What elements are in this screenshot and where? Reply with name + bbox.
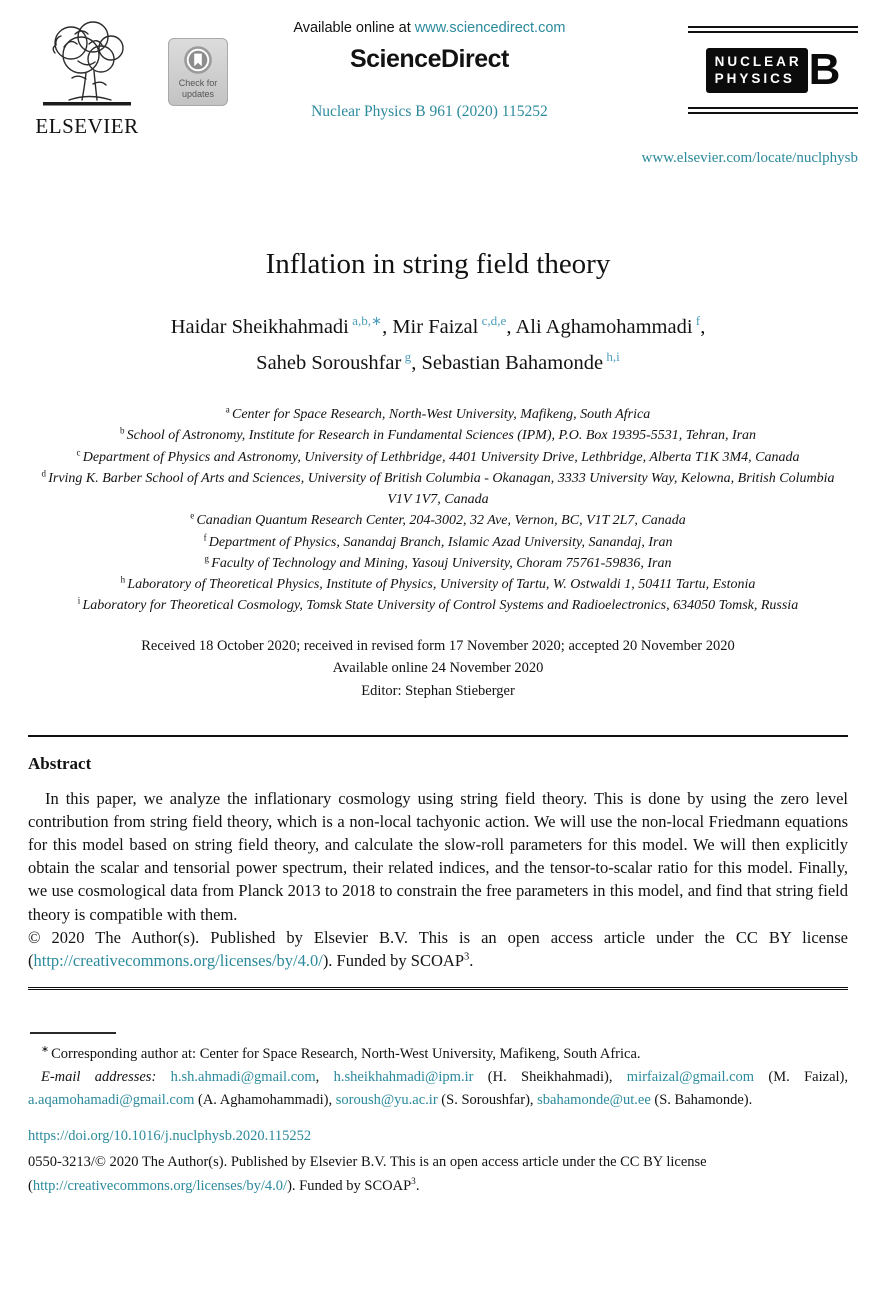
text-segment: 3 bbox=[464, 951, 470, 963]
text-segment: h bbox=[120, 574, 128, 585]
nuclear-physics-box: NUCLEAR PHYSICS bbox=[706, 48, 808, 93]
affiliation bbox=[39, 425, 837, 446]
text-segment: ). Funded by SCOAP bbox=[287, 1178, 412, 1195]
author-line-2 bbox=[28, 345, 848, 381]
doi-link[interactable]: https://doi.org/10.1016/j.nuclphysb.2020.115252 bbox=[28, 1128, 312, 1145]
text-segment: d bbox=[41, 468, 49, 479]
text-segment: b bbox=[119, 425, 127, 436]
text-segment: . bbox=[415, 1178, 420, 1195]
text-segment: Irving K. Barber School of Arts and Sciences, University of British Columbia - Okanagan, 3333 University Way, Kelowna, British Columbia V1V 1V7, Canada bbox=[48, 470, 835, 508]
elsevier-wordmark: ELSEVIER bbox=[35, 114, 139, 138]
author-affil-marker[interactable]: f bbox=[692, 313, 701, 329]
corresponding-author-note bbox=[28, 1043, 848, 1066]
email-addresses-note bbox=[28, 1066, 848, 1111]
author-name: Mir Faizal bbox=[392, 316, 479, 338]
author-name: Saheb Soroushfar bbox=[256, 352, 402, 375]
text-segment: E-mail addresses: bbox=[41, 1068, 171, 1085]
journal-logo-block bbox=[641, 26, 858, 166]
abstract-top-rule bbox=[28, 735, 848, 737]
author-name: Ali Aghamohammadi bbox=[515, 316, 693, 338]
text-segment: Corresponding author at: Center for Space Research, North-West University, Mafikeng, South Africa. bbox=[51, 1046, 641, 1063]
text-segment: Faculty of Technology and Mining, Yasouj University, Choram 75761-59836, Iran bbox=[211, 555, 672, 571]
author-affil-marker[interactable]: c,d,e bbox=[478, 313, 507, 329]
nuclear-physics-b-letter: B bbox=[808, 45, 841, 95]
sciencedirect-url-link[interactable]: www.sciencedirect.com bbox=[414, 20, 566, 36]
abstract-heading: Abstract bbox=[28, 754, 92, 774]
text-segment: 0550-3213/© 2020 The Author(s). Published by Elsevier B.V. This is an open access article under the CC BY license ( bbox=[28, 1154, 707, 1195]
affiliation bbox=[39, 595, 837, 616]
text-segment: , bbox=[315, 1068, 334, 1085]
text-segment: © 2020 The Author(s). Published by Elsevier B.V. This is an open access article under the CC BY license ( bbox=[28, 927, 848, 970]
text-segment: (M. Faizal), bbox=[754, 1068, 848, 1085]
page-header bbox=[0, 0, 876, 178]
check-for-updates-icon bbox=[183, 45, 213, 75]
abstract-bottom-rule bbox=[28, 987, 848, 991]
check-for-updates-label: Check for updates bbox=[178, 77, 218, 99]
author-list bbox=[28, 309, 848, 382]
text-segment: 3 bbox=[411, 1177, 416, 1188]
email-link[interactable]: h.sheikhahmadi@ipm.ir bbox=[333, 1068, 474, 1085]
text-segment: Center for Space Research, North-West University, Mafikeng, South Africa bbox=[231, 406, 651, 422]
affiliation bbox=[39, 468, 837, 511]
text-segment: , bbox=[382, 316, 393, 338]
available-online-text: Available online at bbox=[293, 20, 415, 36]
available-online-line bbox=[214, 20, 644, 36]
double-rule-top bbox=[688, 26, 858, 33]
cc-license-link[interactable]: http://creativecommons.org/licenses/by/4.0/ bbox=[33, 950, 323, 970]
text-segment: e bbox=[190, 510, 197, 521]
received-dates: Received 18 October 2020; received in revised form 17 November 2020; accepted 20 November 2020 bbox=[141, 637, 735, 654]
author-affil-marker[interactable]: h,i bbox=[603, 349, 620, 365]
affiliation bbox=[39, 447, 837, 468]
text-segment: (S. Soroushfar), bbox=[437, 1091, 538, 1108]
text-segment: Department of Physics and Astronomy, University of Lethbridge, 4401 University Drive, Lethbridge, Alberta T1K 3M4, Canada bbox=[82, 449, 800, 465]
available-online-date: Available online 24 November 2020 bbox=[332, 660, 544, 677]
email-link[interactable]: sbahamonde@ut.ee bbox=[537, 1091, 651, 1108]
header-center bbox=[214, 20, 644, 121]
sciencedirect-logo: ScienceDirect bbox=[349, 45, 509, 73]
text-segment: , bbox=[411, 352, 422, 375]
text-segment: c bbox=[76, 446, 83, 457]
footnote-block bbox=[28, 1032, 848, 1111]
text-segment: f bbox=[203, 531, 209, 542]
abstract-copyright-line bbox=[28, 926, 848, 972]
affiliation-list bbox=[28, 404, 848, 617]
affiliation bbox=[39, 404, 837, 425]
email-link[interactable]: a.aqamohamadi@gmail.com bbox=[28, 1091, 195, 1108]
affiliation bbox=[39, 553, 837, 574]
elsevier-logo bbox=[26, 16, 148, 139]
text-segment: Department of Physics, Sanandaj Branch, Islamic Azad University, Sanandaj, Iran bbox=[208, 534, 673, 550]
affiliation bbox=[39, 510, 837, 531]
text-segment: , bbox=[700, 316, 706, 338]
article-title: Inflation in string field theory bbox=[265, 248, 611, 280]
article-history bbox=[28, 635, 848, 702]
elsevier-tree-icon bbox=[31, 16, 143, 108]
text-segment: (S. Bahamonde). bbox=[650, 1091, 753, 1108]
text-segment: , bbox=[506, 316, 516, 338]
text-segment: ). Funded by SCOAP bbox=[322, 950, 464, 970]
author-name: Haidar Sheikhahmadi bbox=[170, 316, 349, 338]
text-segment: . bbox=[469, 950, 474, 970]
double-rule-bottom bbox=[688, 107, 858, 114]
author-name: Sebastian Bahamonde bbox=[421, 352, 604, 375]
email-link[interactable]: soroush@yu.ac.ir bbox=[335, 1091, 438, 1108]
journal-citation[interactable]: Nuclear Physics B 961 (2020) 115252 bbox=[311, 103, 548, 120]
author-affil-marker[interactable]: g bbox=[401, 349, 412, 365]
issn-license-line bbox=[28, 1150, 848, 1199]
text-segment: (H. Sheikhahmadi), bbox=[473, 1068, 627, 1085]
footnote-rule bbox=[30, 1032, 116, 1034]
affiliation bbox=[39, 574, 837, 595]
text-segment: School of Astronomy, Institute for Research in Fundamental Sciences (IPM), P.O. Box 19395-5531, Tehran, Iran bbox=[126, 428, 757, 444]
editor-line: Editor: Stephan Stieberger bbox=[361, 682, 515, 699]
journal-homepage-link[interactable]: www.elsevier.com/locate/nuclphysb bbox=[641, 150, 858, 166]
imprint-block bbox=[28, 1128, 848, 1199]
nuclear-physics-b-logo bbox=[688, 45, 858, 95]
text-segment: (A. Aghamohammadi), bbox=[194, 1091, 336, 1108]
author-affil-marker[interactable]: a,b,∗ bbox=[348, 313, 383, 329]
text-segment: a bbox=[225, 404, 232, 415]
email-link[interactable]: h.sh.ahmadi@gmail.com bbox=[170, 1068, 316, 1085]
article-front-matter bbox=[0, 248, 876, 1199]
text-segment: Laboratory for Theoretical Cosmology, Tomsk State University of Control Systems and Radioelectronics, 634050 Tomsk, Russia bbox=[82, 598, 799, 614]
text-segment: Laboratory of Theoretical Physics, Institute of Physics, University of Tartu, W. Ostwaldi 1, 50411 Tartu, Estonia bbox=[127, 577, 756, 593]
email-link[interactable]: mirfaizal@gmail.com bbox=[626, 1068, 755, 1085]
cc-license-link[interactable]: http://creativecommons.org/licenses/by/4.0/ bbox=[32, 1178, 288, 1195]
text-segment: Canadian Quantum Research Center, 204-3002, 32 Ave, Vernon, BC, V1T 2L7, Canada bbox=[196, 513, 686, 529]
text-segment: g bbox=[204, 553, 212, 564]
text-segment: ∗ bbox=[41, 1045, 52, 1056]
abstract-paragraph: In this paper, we analyze the inflationary cosmology using string field theory. This is done by using the zero level contribution from string field theory, which is a non-local tachyonic action. We will use the non-local Friedmann equations for this model based on string field theory, and calculate the slow-roll parameters for this model. We will then explicitly obtain the scalar and tensorial power spectrum, their related indices, and the tensor-to-scalar ratio for this model. Finally, we use cosmological data from Planck 2013 to 2018 to constrain the free parameters in this model, and find that string field theory is compatible with them. bbox=[28, 789, 848, 924]
affiliation bbox=[39, 532, 837, 553]
author-line-1 bbox=[28, 309, 848, 345]
text-segment: i bbox=[77, 595, 83, 606]
